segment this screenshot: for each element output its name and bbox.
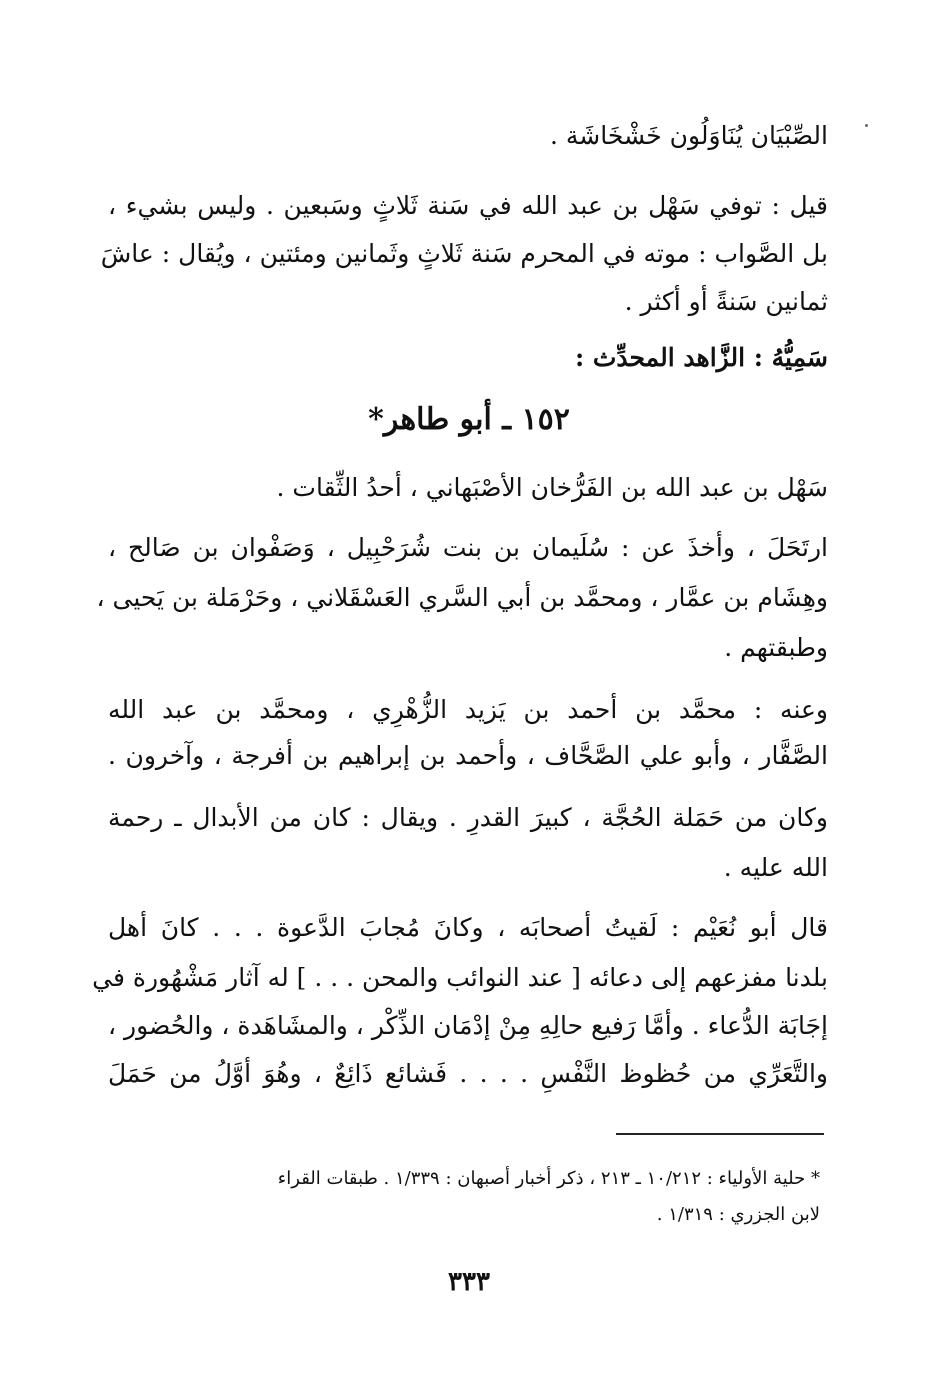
text-line-7: ارتَحَلَ ، وأخذَ عن : سُلَيمان بن بنت شُرَحْبِيل ، وَصَفْوان بن صَالح ، — [108, 533, 828, 562]
text-line-9: وطبقتهم . — [724, 633, 828, 662]
namesake-line: سَمِيُّهُ : الزَّاهد المحدِّث : — [574, 343, 828, 372]
text-line-15: بلدنا مفزعهم إلى دعائه [ عند النوائب والمحن . . . ] له آثار مَشْهُورة في — [92, 963, 828, 992]
text-line-14: قال أبو نُعَيْم : لَقيتُ أصحابَه ، وكانَ مُجابَ الدَّعوة . . . كانَ أهل — [108, 913, 828, 942]
text-line-13: الله عليه . — [723, 853, 828, 882]
text-line-10: وعنه : محمَّد بن أحمد بن يَزيد الزُّهْرِي ، ومحمَّد بن عبد الله — [108, 695, 828, 724]
text-line-16: إجَابَة الدُّعاء . وأمَّا رَفيع حالِهِ مِنْ إدْمَان الذِّكْر ، والمشَاهَدة ، والحُضور ، — [108, 1011, 828, 1040]
entry-heading: ١٥٢ ـ أبو طاهر* — [368, 402, 570, 437]
footnote-line-1: * حلية الأولياء : ١٠/٢١٢ ـ ٢١٣ ، ذكر أخبار أصبهان : ١/٣٣٩ . طبقات القراء — [277, 1168, 820, 1189]
page-number: ٣٣٣ — [448, 1267, 490, 1297]
text-line-2: قيل : توفي سَهْل بن عبد الله في سَنة ثَلاثٍ وسَبعين . وليس بشيء ، — [108, 191, 828, 220]
text-line-4: ثمانين سَنةً أو أكثر . — [624, 287, 828, 316]
footnote-line-2: لابن الجزري : ١/٣١٩ . — [656, 1204, 820, 1225]
text-line-17: والتَّعَرِّي من حُظوظ النَّفْسِ . . . . فَشائع ذَائِعٌ ، وهُوَ أوَّلُ من حَمَلَ — [108, 1059, 828, 1088]
text-line-6: سَهْل بن عبد الله بن الفَرُّخان الأصْبَهاني ، أحدُ الثِّقات . — [276, 473, 828, 502]
scan-speck — [865, 124, 868, 127]
text-line-1: الصِّبْيَان يُنَاوَلُون خَشْخَاشَة . — [549, 121, 828, 150]
text-line-11: الصَّفَّار ، وأبو علي الصَّحَّاف ، وأحمد بن إبراهيم بن أفرجة ، وآخرون . — [108, 741, 828, 770]
text-line-3: بل الصَّواب : موته في المحرم سَنة ثَلاثٍ وثَمانين ومئتين ، ويُقال : عاشَ — [100, 239, 828, 268]
text-line-12: وكان من حَمَلة الحُجَّة ، كبيرَ القدرِ . ويقال : كان من الأبدال ـ رحمة — [108, 803, 828, 832]
footnote-separator — [616, 1133, 824, 1135]
text-line-8: وهِشَام بن عمَّار ، ومحمَّد بن أبي السَّري العَسْقَلاني ، وحَرْمَلة بن يَحيى ، — [96, 583, 828, 612]
